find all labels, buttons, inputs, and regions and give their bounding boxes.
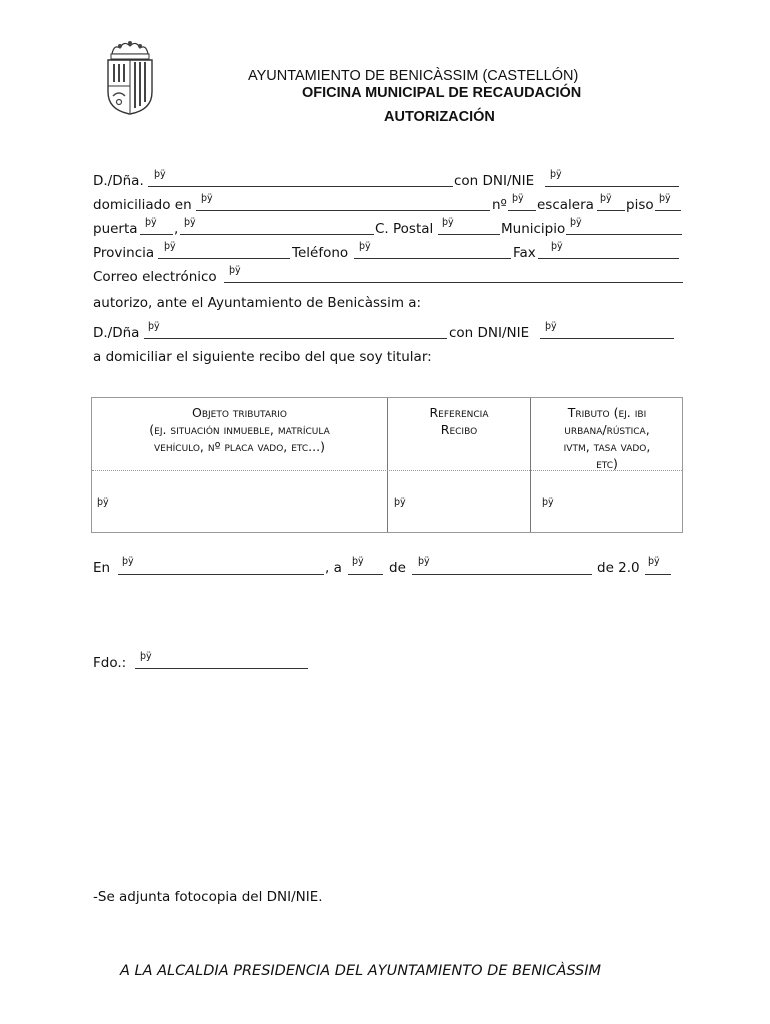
- placeholder-escalera: þÿ: [600, 193, 612, 204]
- field-fax[interactable]: [538, 258, 679, 259]
- placeholder-dni2: þÿ: [545, 321, 557, 332]
- placeholder-num: þÿ: [512, 193, 524, 204]
- label-dona: D./Dña.: [93, 173, 144, 189]
- field-puerta[interactable]: [140, 234, 173, 235]
- placeholder-correo: þÿ: [229, 265, 241, 276]
- label-escalera: escalera: [537, 197, 594, 213]
- placeholder-municipio: þÿ: [570, 217, 582, 228]
- field-dni[interactable]: [545, 186, 679, 187]
- field-dia[interactable]: [348, 574, 383, 575]
- placeholder-calle-extra: þÿ: [184, 217, 196, 228]
- table-cell-referencia[interactable]: þÿ: [394, 497, 406, 508]
- label-dni2: con DNI/NIE: [449, 325, 530, 341]
- field-cpostal[interactable]: [438, 234, 500, 235]
- placeholder-domicilio: þÿ: [201, 193, 213, 204]
- table-header-objeto: Objeto tributario (ej. situación inmueble, matrícula vehículo, nº placa vado, etc...): [149, 405, 330, 454]
- header-municipality: AYUNTAMIENTO DE BENICÀSSIM (CASTELLÓN): [248, 68, 579, 84]
- header-office: OFICINA MUNICIPAL DE RECAUDACIÓN: [302, 85, 582, 101]
- field-escalera[interactable]: [597, 210, 625, 211]
- placeholder-anio: þÿ: [648, 556, 660, 567]
- text-autorizo: autorizo, ante el Ayuntamiento de Benicàssim a:: [93, 295, 422, 311]
- table-cell-objeto[interactable]: þÿ: [97, 497, 109, 508]
- placeholder-cpostal: þÿ: [442, 217, 454, 228]
- label-fax: Fax: [513, 245, 536, 261]
- label-num: nº: [492, 197, 507, 213]
- table-header-referencia: Referencia Recibo: [429, 405, 489, 437]
- label-a: , a: [325, 560, 342, 576]
- label-telefono: Teléfono: [292, 245, 349, 261]
- field-provincia[interactable]: [158, 258, 290, 259]
- label-dni: con DNI/NIE: [454, 173, 535, 189]
- field-municipio[interactable]: [566, 234, 682, 235]
- placeholder-mes: þÿ: [418, 556, 430, 567]
- recibo-table: [91, 397, 683, 533]
- coat-of-arms-logo: [104, 40, 156, 116]
- field-lugar[interactable]: [118, 574, 324, 575]
- placeholder-dni: þÿ: [550, 169, 562, 180]
- label-correo: Correo electrónico: [93, 269, 217, 285]
- field-telefono[interactable]: [354, 258, 511, 259]
- table-header-tributo: Tributo (ej. ibi urbana/rústica, ivtm, tasa vado, etc): [563, 405, 651, 471]
- field-piso[interactable]: [655, 210, 681, 211]
- placeholder-piso: þÿ: [659, 193, 671, 204]
- placeholder-nombre: þÿ: [154, 169, 166, 180]
- field-correo[interactable]: [224, 282, 683, 283]
- text-domiciliar: a domiciliar el siguiente recibo del que soy titular:: [93, 349, 432, 365]
- placeholder-provincia: þÿ: [164, 241, 176, 252]
- field-num[interactable]: [508, 210, 536, 211]
- label-de-anio: de 2.0: [597, 560, 640, 576]
- placeholder-telefono: þÿ: [359, 241, 371, 252]
- field-nombre[interactable]: [148, 186, 453, 187]
- document-title: AUTORIZACIÓN: [384, 109, 495, 125]
- field-domicilio[interactable]: [196, 210, 490, 211]
- placeholder-firma: þÿ: [140, 651, 152, 662]
- text-adjunta: -Se adjunta fotocopia del DNI/NIE.: [93, 889, 323, 905]
- label-provincia: Provincia: [93, 245, 155, 261]
- field-nombre2[interactable]: [144, 338, 447, 339]
- label-en: En: [93, 560, 111, 576]
- placeholder-fax: þÿ: [551, 241, 563, 252]
- table-cell-tributo[interactable]: þÿ: [542, 497, 554, 508]
- placeholder-puerta: þÿ: [145, 217, 157, 228]
- field-anio[interactable]: [645, 574, 671, 575]
- label-cpostal: C. Postal: [375, 221, 434, 237]
- placeholder-lugar: þÿ: [122, 556, 134, 567]
- label-domicilio: domiciliado en: [93, 197, 192, 213]
- placeholder-nombre2: þÿ: [148, 321, 160, 332]
- placeholder-dia: þÿ: [352, 556, 364, 567]
- field-calle-extra[interactable]: [180, 234, 374, 235]
- field-mes[interactable]: [412, 574, 592, 575]
- label-comma: ,: [174, 221, 179, 237]
- footer-destinatario: A LA ALCALDIA PRESIDENCIA DEL AYUNTAMIENTO DE BENICÀSSIM: [120, 963, 602, 979]
- field-dni2[interactable]: [540, 338, 674, 339]
- label-piso: piso: [626, 197, 654, 213]
- label-puerta: puerta: [93, 221, 138, 237]
- label-dona2: D./Dña: [93, 325, 140, 341]
- field-firma[interactable]: [135, 668, 308, 669]
- label-de: de: [389, 560, 406, 576]
- label-municipio: Municipio: [501, 221, 566, 237]
- label-firma: Fdo.:: [93, 655, 127, 671]
